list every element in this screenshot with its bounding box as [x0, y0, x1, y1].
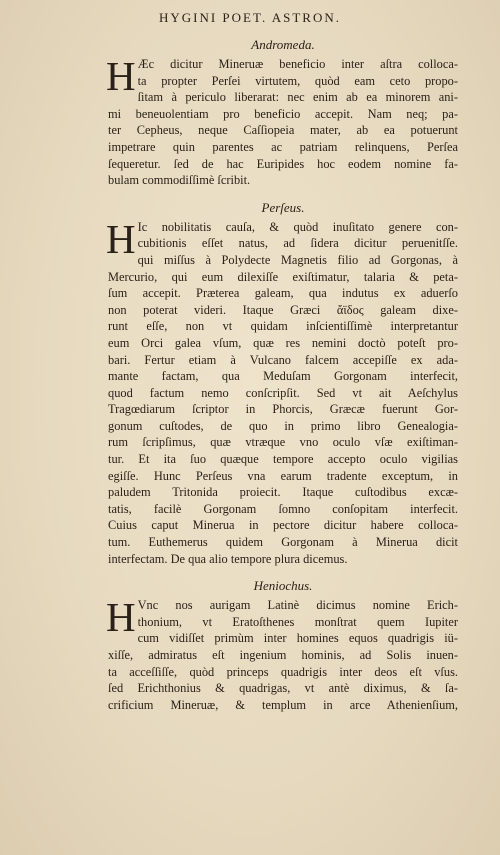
text-line: interfectam. De qua alio tempore plura dicemus. [108, 551, 348, 566]
text-line: non poterat videri. Itaque Græci ἄϊδος galeam dixe- [108, 302, 458, 317]
text-line: tatis, facilè Gorgonam ſomno conſopitam interfecit. [108, 501, 458, 516]
text-line: gonum cuſtodes, de quo in primo libro Genealogia- [108, 418, 458, 433]
text-line: paludem Tritonida proiecit. Itaque cuſtodibus excæ- [108, 485, 458, 500]
section-andromeda [108, 36, 458, 189]
text-line: Æc dicitur Mineruæ beneficio inter aſtra colloca- [137, 57, 458, 71]
text-line: runt eſſe, non vt quidam inſcientiſſimè interpretantur [108, 319, 458, 334]
text-line: cum vidiſſet primùm inter homines equos quadrigis iü- [137, 631, 458, 646]
text-line: tur. Et ita ſuo quæque tempore accepto oculo vigilias [108, 452, 458, 467]
text-line: crificium Mineruæ, & templum in arce Athenienſium, [108, 697, 458, 712]
text-line: Mercurio, qui eum dilexiſſe exiſtimatur, talaria & peta- [108, 269, 458, 284]
text-line: mi beneuolentiam pro beneficio accepit. Nam neq; pa- [108, 106, 458, 121]
text-line: ta acceſſiſſe, quòd princeps quadrigis inter deos eſt vſus. [108, 664, 458, 679]
text-line: ta propter Perſei virtutem, quòd eam ceto propo- [137, 73, 458, 88]
text-line: impetrare quin parentes ac patriam relinquens, Perſea [108, 139, 458, 154]
text-line: thonium, vt Eratoſthenes monſtrat quem Iupiter [137, 614, 458, 629]
text-line: ſum accepit. Præterea galeam, qua indutus ex aduerſo [108, 286, 458, 301]
text-line: tum. Euthemerus quidem Gorgonam à Minerua dicit [108, 535, 458, 550]
text-line: ſed Erichthonius & quadrigas, vt antè diximus, & ſa- [108, 681, 458, 696]
text-line: ter Cepheus, neque Caſſiopeia mater, ab ea potuerunt [108, 123, 458, 138]
drop-capital: H [106, 53, 136, 99]
text-line: xiſſe, admiratus eſt ingenium hominis, ad Solis inuen- [108, 648, 458, 662]
running-head: HYGINI POET. ASTRON. [158, 10, 342, 25]
section-title: Andromeda. [251, 37, 315, 52]
text-line: Tragœdiarum ſcriptor in Phorcis, Græcæ fuerunt Gor- [108, 402, 458, 417]
text-line: cubitionis eſſet natus, ad ſidera dicitur peruenitſſe. [137, 236, 458, 251]
section-title: Heniochus. [253, 578, 313, 594]
text-line: egiſſe. Hunc Perſeus vna earum tradente exceptum, in [108, 468, 458, 483]
text-line: quod factum nemo conſcripſit. Sed vt ait Aeſchylus [108, 385, 458, 400]
text-line: Cuius caput Mineruа in pectore dicitur habere colloca- [108, 518, 458, 533]
text-line: ſitam à periculo liberarat: nec enim ab ea minorem ani- [137, 90, 458, 105]
text-line: eum Orci galea vſum, quæ res nemini doctò poteſt pro- [108, 335, 458, 350]
section-heniochus [108, 577, 458, 713]
text-line: Ic nobilitatis cauſa, & quòd inuſitato genere con- [137, 219, 458, 234]
text-line: bari. Fertur etiam à Vulcano falcem accepiſſe ex ada- [108, 352, 458, 367]
section-perseus [108, 199, 458, 567]
section-title: Perſeus. [261, 199, 305, 215]
drop-capital: H [106, 594, 136, 641]
text-line: rum ſcripſimus, quæ vtræque vno oculo vſæ exiſtiman- [108, 435, 458, 450]
drop-capital: H [106, 215, 136, 262]
text-line: qui miſſus à Polydecte Magnetis filio ad Gorgonas, à [137, 252, 458, 267]
text-line: ſequeretur. ſed de hac Euripides hoc eodem nomine fa- [108, 156, 458, 171]
text-line: bulam commodiſſimè ſcribit. [108, 173, 251, 188]
text-column [108, 36, 458, 723]
text-line: mante factam, qua Meduſam Gorgonam interfecit, [108, 369, 458, 384]
text-line: Vnc nos aurigam Latinè dicimus nomine Erich- [137, 598, 458, 613]
